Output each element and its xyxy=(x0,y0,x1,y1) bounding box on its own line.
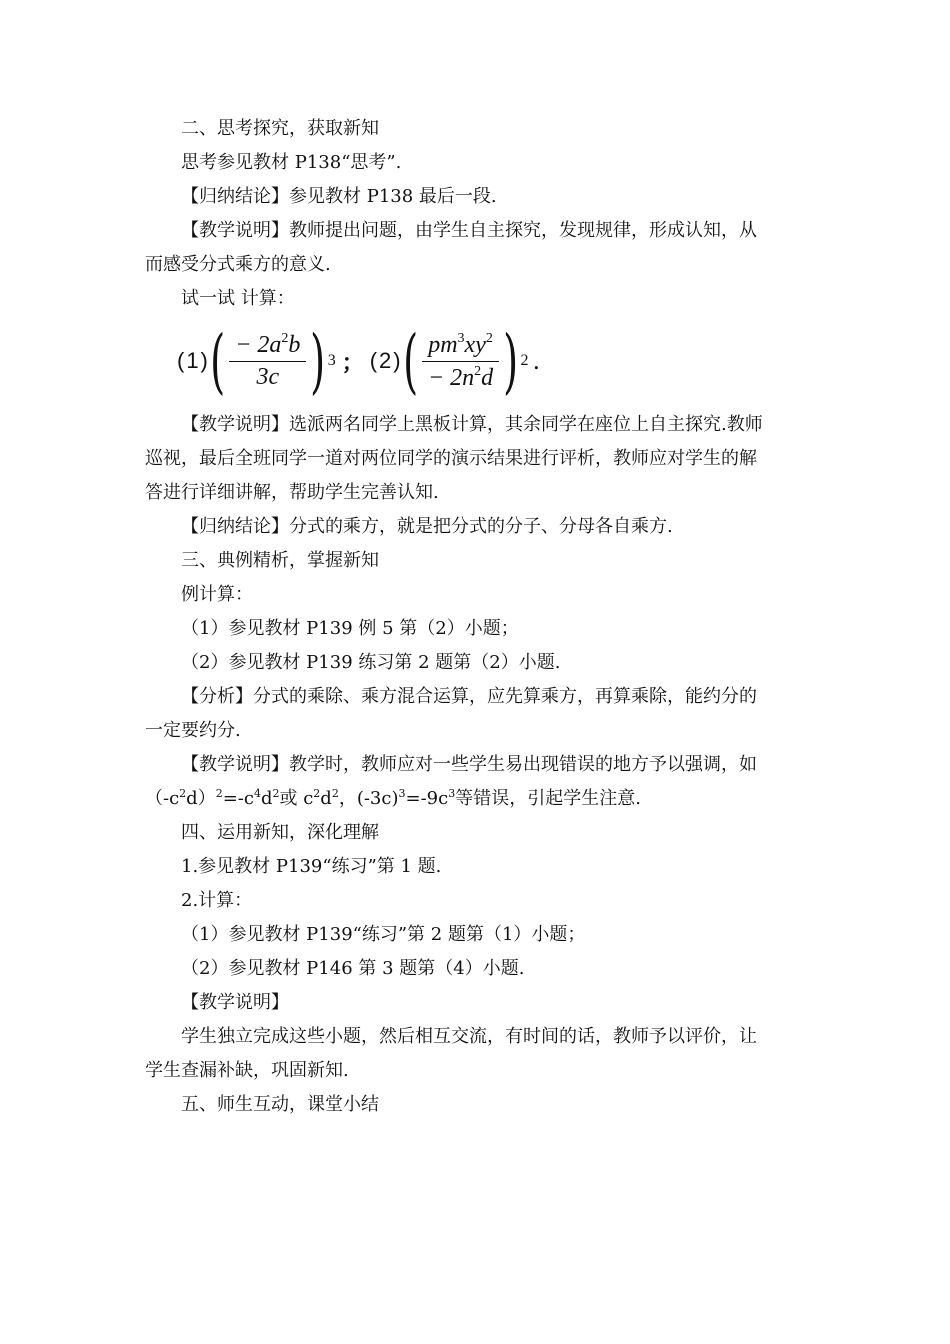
paragraph-student-work-b: 学生查漏补缺，巩固新知. xyxy=(145,1060,349,1081)
exercise-2-item-1: （1）参见教材 P139“练习”第 2 题第（1）小题； xyxy=(181,924,586,945)
paragraph-teaching-note-1b: 而感受分式乘方的意义. xyxy=(145,254,331,275)
paragraph-teaching-note-3b: $(-c^2d)^2=-c^4d^2$或 $c^2d^2$，$(-3c)^3=-9c^3$等错误，引起学生注意. xyxy=(145,787,641,809)
semicolon: ； xyxy=(341,349,364,376)
example-item-1: （1）参见教材 P139 例 5 第（2）小题； xyxy=(181,618,519,639)
paragraph-teaching-note-2b: 巡视，最后全班同学一道对两位同学的演示结果进行评析，教师应对学生的解 xyxy=(145,448,757,469)
fraction-1-power: 3 xyxy=(327,352,336,369)
document-page xyxy=(145,112,805,1122)
paragraph-teaching-note-4: 【教学说明】 xyxy=(181,992,289,1013)
fraction-2-numerator: $pm^3xy^2$ xyxy=(422,331,499,362)
paragraph-analysis-a: 【分析】分式的乘除、乘方混合运算，应先算乘方，再算乘除，能约分的 xyxy=(181,686,757,707)
exercise-1: 1.参见教材 P139“练习”第 1 题. xyxy=(181,856,442,877)
section-heading-5: 五、师生互动，课堂小结 xyxy=(181,1094,379,1115)
left-paren: ( xyxy=(210,320,226,402)
left-paren: ( xyxy=(402,320,418,402)
fraction-2-power: 2 xyxy=(520,352,529,369)
exercise-2: 2.计算： xyxy=(181,890,253,911)
formula-label-1: (1) xyxy=(177,348,210,373)
paragraph-analysis-b: 一定要约分. xyxy=(145,720,241,741)
exercise-2-item-2: （2）参见教材 P146 第 3 题第（4）小题. xyxy=(181,958,525,979)
section-heading-3: 三、典例精析，掌握新知 xyxy=(181,550,379,571)
fraction-2 xyxy=(422,331,499,392)
formula-row xyxy=(145,318,805,404)
paragraph-teaching-note-2a: 【教学说明】选派两名同学上黑板计算，其余同学在座位上自主探究.教师 xyxy=(181,414,763,435)
right-paren: ) xyxy=(310,320,326,402)
paragraph-think: 思考参见教材 P138“思考”. xyxy=(181,152,402,173)
fraction-1-numerator: − $2a^2b$ xyxy=(229,331,306,362)
fraction-1-denominator: 3c xyxy=(256,364,280,390)
example-item-2: （2）参见教材 P139 练习第 2 题第（2）小题. xyxy=(181,652,561,673)
fraction-1 xyxy=(229,331,306,391)
paragraph-teaching-note-2c: 答进行详细讲解，帮助学生完善认知. xyxy=(145,482,439,503)
section-heading-4: 四、运用新知，深化理解 xyxy=(181,822,379,843)
paragraph-conclusion-2: 【归纳结论】分式的乘方，就是把分式的分子、分母各自乘方. xyxy=(181,516,673,537)
paragraph-teaching-note-1a: 【教学说明】教师提出问题，由学生自主探究，发现规律，形成认知，从 xyxy=(181,220,757,241)
paragraph-conclusion-1: 【归纳结论】参见教材 P138 最后一段. xyxy=(181,186,497,207)
formula-period: . xyxy=(532,347,541,375)
paragraph-student-work-a: 学生独立完成这些小题，然后相互交流，有时间的话，教师予以评价，让 xyxy=(181,1026,757,1047)
right-paren: ) xyxy=(503,320,519,402)
formula-label-2: (2) xyxy=(369,348,403,373)
paragraph-example: 例计算： xyxy=(181,584,253,605)
fraction-2-denominator: − $2n^2d$ xyxy=(427,363,494,391)
section-heading-2: 二、思考探究，获取新知 xyxy=(181,118,379,139)
paragraph-teaching-note-3a: 【教学说明】教学时，教师应对一些学生易出现错误的地方予以强调，如 xyxy=(181,754,757,775)
paragraph-try: 试一试 计算： xyxy=(181,288,295,309)
